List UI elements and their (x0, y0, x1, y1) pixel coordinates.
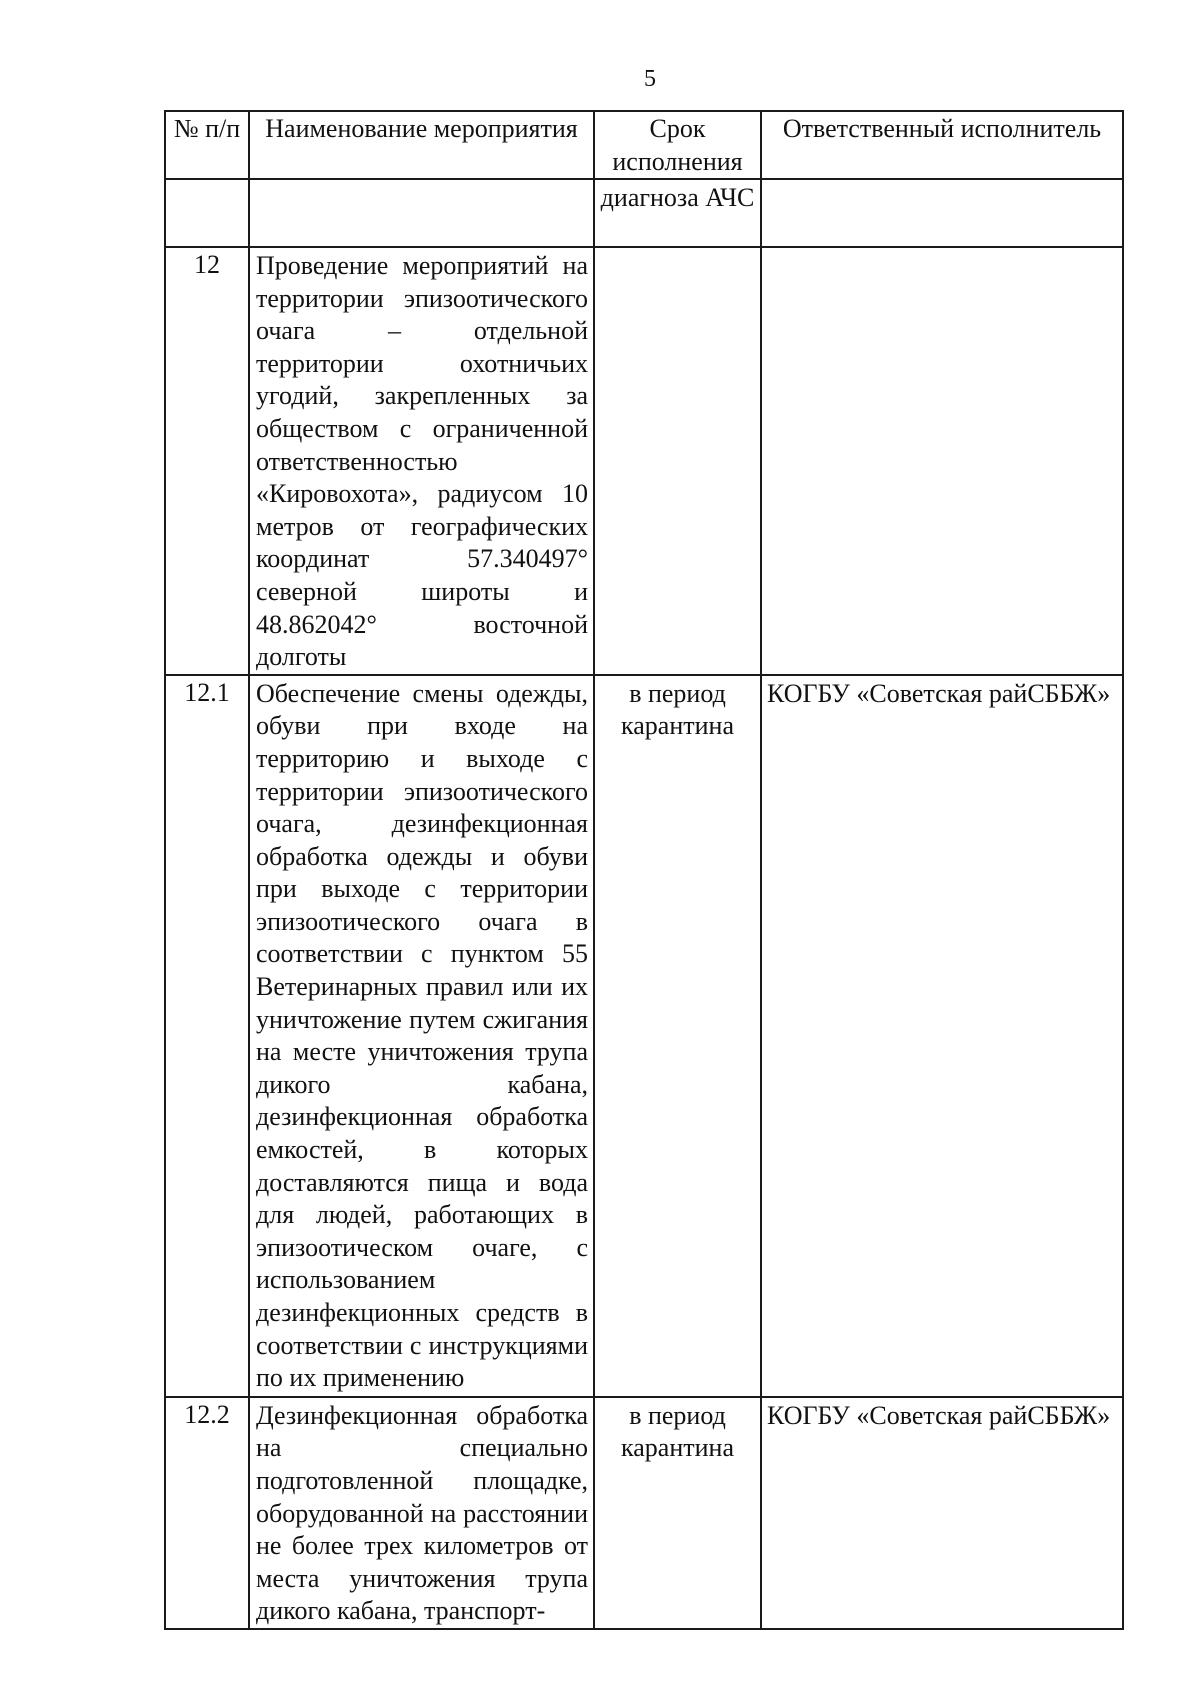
row-term: в период карантина (594, 1397, 761, 1629)
table-row (165, 179, 1123, 247)
header-name: Наименование мероприятия (249, 111, 594, 179)
table-row (165, 247, 1123, 675)
row-responsible (761, 247, 1123, 675)
table-row (165, 675, 1123, 1397)
row-number (165, 179, 249, 247)
row-name: Дезинфекционная обработка на специально подготовленной площадке, оборудованной на расстоянии не более трех километров от места уничтожения трупа дикого кабана, транспорт- (249, 1397, 594, 1629)
header-number: № п/п (165, 111, 249, 179)
row-term: в период карантина (594, 675, 761, 1397)
page-number: 5 (644, 66, 656, 92)
row-responsible: КОГБУ «Советская райСББЖ» (761, 1397, 1123, 1629)
measures-table (164, 110, 1124, 1630)
row-term (594, 247, 761, 675)
table-header-row (165, 111, 1123, 179)
row-name: Проведение мероприятий на территории эпизоотического очага – отдельной территории охотничьих угодий, закрепленных за обществом с ограниченной ответственностью «Кировохота», радиусом 10 метров от географических координат 57.340497° северной широты и 48.862042° восточной долготы (249, 247, 594, 675)
header-term: Срок исполнения (594, 111, 761, 179)
row-number: 12 (165, 247, 249, 675)
table-row (165, 1397, 1123, 1629)
header-responsible: Ответственный исполнитель (761, 111, 1123, 179)
row-responsible: КОГБУ «Советская райСББЖ» (761, 675, 1123, 1397)
row-responsible (761, 179, 1123, 247)
row-number: 12.1 (165, 675, 249, 1397)
row-name (249, 179, 594, 247)
row-number: 12.2 (165, 1397, 249, 1629)
row-name: Обеспечение смены одежды, обуви при входе на территорию и выходе с территории эпизоотического очага, дезинфекционная обработка одежды и обуви при выходе с территории эпизоотического очага в соответствии с пунктом 55 Ветеринарных правил или их уничтожение путем сжигания на месте уничтожения трупа дикого кабана, дезинфекционная обработка емкостей, в которых доставляются пища и вода для людей, работающих в эпизоотическом очаге, с использованием дезинфекционных средств в соответствии с инструкциями по их применению (249, 675, 594, 1397)
row-term: диагноза АЧС (594, 179, 761, 247)
